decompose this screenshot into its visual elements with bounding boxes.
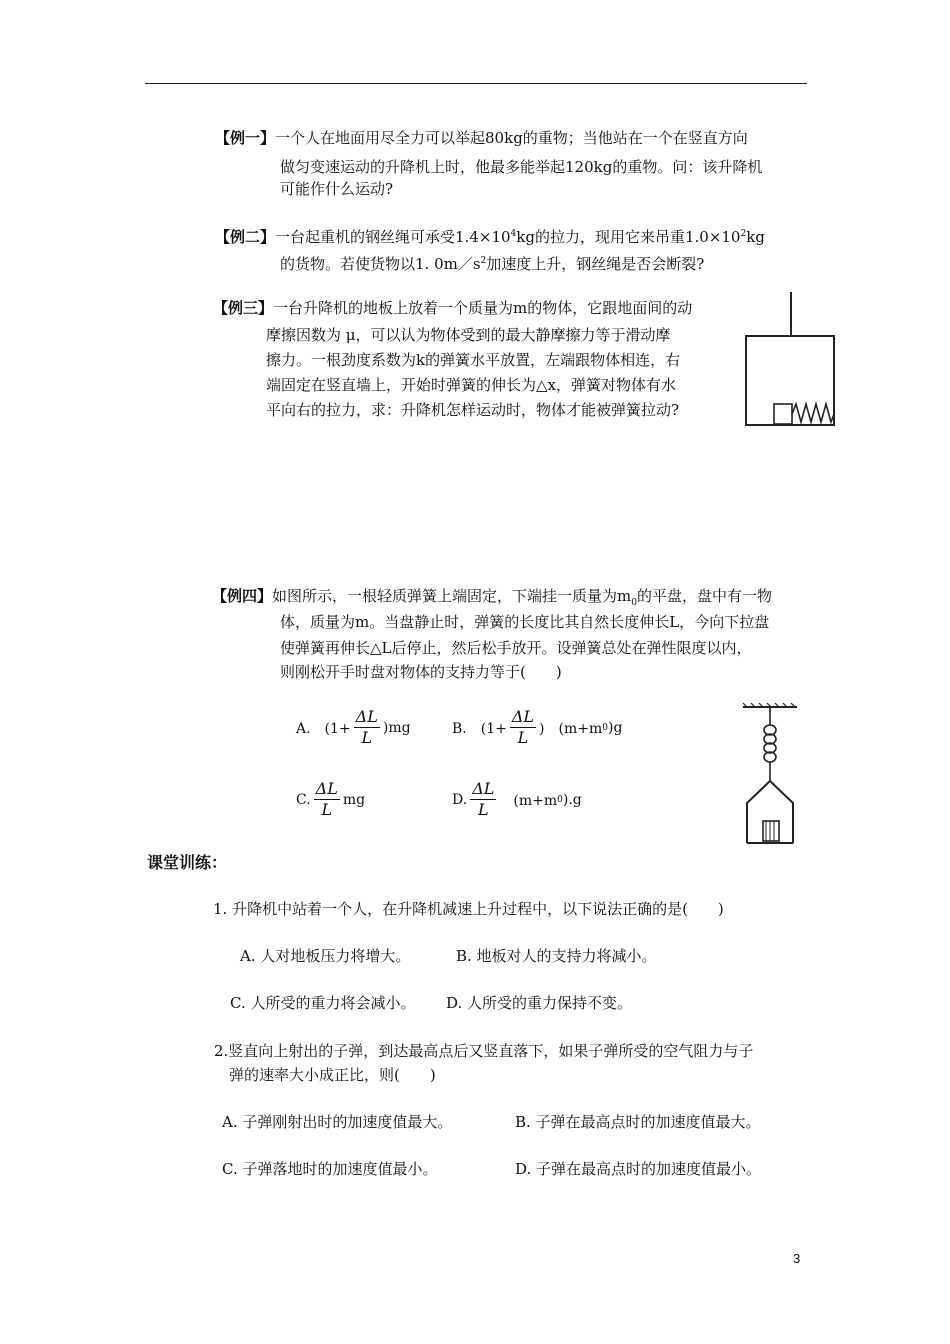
spring-pan-figure (741, 703, 799, 845)
fraction-delta-l-over-l (510, 707, 536, 748)
question-1-option-d: D. 人所受的重力保持不变。 (446, 994, 633, 1012)
option-a-suffix: )mg (382, 719, 411, 736)
example-2-text-e: 加速度上升，钢丝绳是否会断裂? (486, 255, 705, 273)
option-b-end: )g (607, 719, 623, 736)
example-1-line-3: 可能作什么运动? (280, 180, 394, 198)
option-b-suffix: ) (m+m (539, 720, 603, 737)
question-2-stem-line-1: 2.竖直向上射出的子弹，到达最高点后又竖直落下，如果子弹所受的空气阻力与子 (214, 1042, 754, 1060)
example-3-label: 【例三】 (213, 299, 274, 317)
example-2-exp-3: 2 (480, 256, 487, 266)
header-rule (145, 83, 807, 84)
example-3-line-4: 端固定在竖直墙上，开始时弹簧的伸长为△x，弹簧对物体有水 (266, 376, 676, 394)
question-2-option-c: C. 子弹落地时的加速度值最小。 (222, 1160, 438, 1178)
fraction-delta-l-over-l (314, 779, 340, 820)
example-4-option-d (452, 779, 582, 820)
example-4-line-4: 则刚松开手时盘对物体的支持力等于( ) (280, 663, 562, 681)
example-2-text-a: 一台起重机的钢丝绳可承受1.4×10 (275, 228, 511, 246)
fraction-delta-l-over-l (470, 779, 496, 820)
example-2-line-1 (215, 222, 765, 249)
example-4-label: 【例四】 (212, 587, 273, 605)
example-4-text-a: 如图所示，一根轻质弹簧上端固定，下端挂一质量为m (272, 587, 632, 605)
question-1-option-a: A. 人对地板压力将增大。 (240, 947, 411, 965)
fraction-denominator: L (321, 800, 333, 819)
option-d-sub: 0 (557, 794, 563, 805)
option-b-prefix: B. (1+ (452, 720, 507, 737)
example-3-line-2: 摩擦因数为 μ，可以认为物体受到的最大静摩擦力等于滑动摩 (266, 326, 671, 344)
fraction-numerator: ΔL (315, 779, 338, 798)
fraction-delta-l-over-l (354, 707, 380, 748)
example-4-line-2: 体，质量为m。当盘静止时，弹簧的长度比其自然长度伸长L，今向下拉盘 (280, 613, 770, 631)
elevator-spring-figure (744, 292, 838, 428)
example-2-exp-1: 4 (510, 229, 517, 239)
page-number: 3 (793, 1251, 801, 1266)
example-1-label: 【例一】 (215, 129, 276, 147)
example-2-exp-2: 2 (740, 229, 747, 239)
example-3-text-1: 一台升降机的地板上放着一个质量为m的物体，它跟地面间的动 (273, 299, 693, 317)
example-4-option-b (452, 707, 622, 748)
question-1-option-b: B. 地板对人的支持力将减小。 (456, 947, 657, 965)
question-1-stem: 1. 升降机中站着一个人，在升降机减速上升过程中，以下说法正确的是( ) (213, 900, 724, 918)
option-d-suffix: (m+m (499, 792, 558, 809)
option-d-end: ).g (562, 791, 582, 808)
option-c-suffix: mg (342, 791, 366, 808)
example-3-line-5: 平向右的拉力，求：升降机怎样运动时，物体才能被弹簧拉动? (266, 401, 680, 419)
example-2-label: 【例二】 (215, 228, 276, 246)
example-4-sub-0: 0 (631, 598, 637, 608)
example-1-text-1: 一个人在地面用尽全力可以举起80kg的重物；当他站在一个在竖直方向 (275, 129, 748, 147)
example-4-text-b: 的平盘，盘中有一物 (636, 587, 772, 605)
question-1-option-c: C. 人所受的重力将会减小。 (230, 994, 416, 1012)
question-2-option-b: B. 子弹在最高点时的加速度值最大。 (515, 1113, 761, 1131)
example-1-line-1 (215, 126, 748, 150)
example-2-line-2 (280, 249, 704, 276)
example-4-option-c (296, 779, 365, 820)
fraction-numerator: ΔL (355, 707, 378, 726)
option-b-sub: 0 (602, 722, 608, 733)
example-4-option-a (296, 707, 411, 748)
fraction-denominator: L (361, 728, 373, 747)
question-2-stem-line-2: 弹的速率大小成正比，则( ) (229, 1066, 436, 1084)
fraction-numerator: ΔL (472, 779, 495, 798)
example-3-line-3: 擦力。一根劲度系数为k的弹簧水平放置，左端跟物体相连，右 (266, 351, 681, 369)
example-2-text-d: 的货物。若使货物以1. 0m／s (280, 255, 481, 273)
example-1-line-2: 做匀变速运动的升降机上时，他最多能举起120kg的重物。问：该升降机 (280, 158, 763, 176)
example-2-text-b: kg的拉力，现用它来吊重1.0×10 (516, 228, 741, 246)
option-d-prefix: D. (452, 791, 468, 808)
fraction-denominator: L (517, 728, 529, 747)
option-a-prefix: A. (1+ (296, 720, 351, 737)
question-2-option-d: D. 子弹在最高点时的加速度值最小。 (515, 1160, 762, 1178)
fraction-numerator: ΔL (511, 707, 535, 726)
example-4-line-3: 使弹簧再伸长△L后停止，然后松手放开。设弹簧总处在弹性限度以内， (280, 639, 752, 657)
fraction-denominator: L (477, 800, 489, 819)
classroom-training-heading: 课堂训练： (147, 853, 228, 872)
example-3-line-1 (213, 296, 692, 320)
example-2-text-c: kg (746, 228, 765, 246)
option-c-prefix: C. (296, 791, 311, 808)
question-2-option-a: A. 子弹刚射出时的加速度值最大。 (222, 1113, 453, 1131)
